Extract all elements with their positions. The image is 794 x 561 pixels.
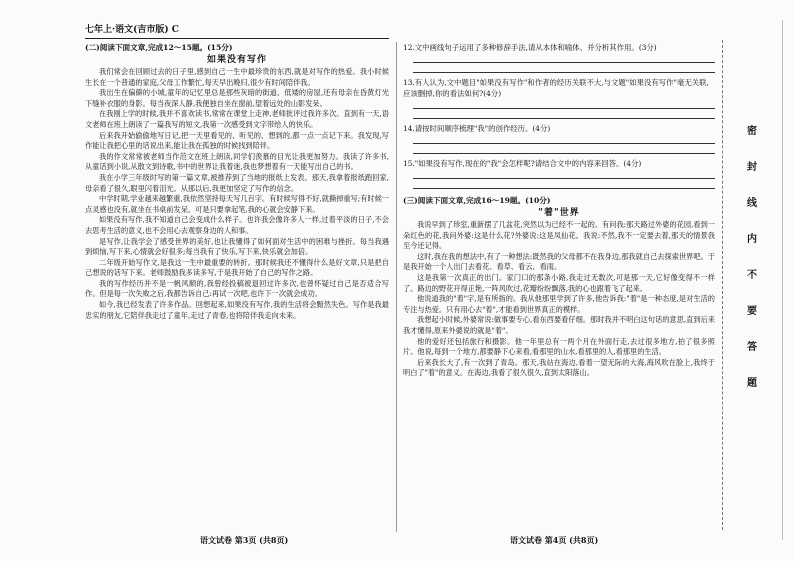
seal-char: 答 — [747, 342, 757, 353]
answer-line[interactable] — [413, 188, 715, 189]
page-divider — [396, 42, 397, 532]
article-title: 如果没有写作 — [206, 55, 267, 65]
answer-line[interactable] — [413, 178, 715, 179]
left-page-footer: 语文试卷 第3页 (共8页) — [200, 535, 289, 545]
article-body — [85, 67, 389, 321]
question-text: 12.文中画线句子运用了多种修辞手法,请从本体和喻体、并分析其作用。(3分) — [403, 43, 657, 52]
section-three-heading: (三)阅读下面文章,完成16～19题。(10分) — [403, 196, 551, 205]
paragraph: 是写作,让我学会了感受世界的美好,也让我懂得了如何面对生活中的困难与挫折。每当我遇到烦恼,写下来,心情就会好很多;每当我有了快乐,写下来,快乐就会加倍。 — [85, 236, 389, 257]
paragraph: 如果没有写作,我不知道自己会变成什么样子。也许我会像许多人一样,过着平淡的日子,不会去思考生活的意义,也不会用心去观察身边的人和事。 — [85, 215, 389, 235]
paragraph: 这时,我在我的想法中,有了一种想法:既然我的父母都不在我身边,那我就自己去探索世界吧。于是我开始一个人出门去看花、看草、看云、看雨。 — [403, 251, 715, 272]
paragraph: 后来我长大了,有一次到了青岛。那天,我站在海边,看着一望无际的大海,海风吹在脸上,我终于明白了"着"的意义。在海边,我看了很久很久,直到太阳落山。 — [403, 357, 715, 378]
exam-header: 七年上·语文(吉市版) C — [85, 25, 179, 35]
question-item — [403, 77, 715, 119]
paragraph: 他的爱好还包括旅行和摄影。他一年里总有一两个月在外面行走,去过很多地方,拍了很多照片。他说,每到一个地方,都要静下心来看,看那里的山水,看那里的人,看那里的生活。 — [403, 336, 715, 357]
paragraph: 我的作文常常被老师当作范文在班上朗读,同学们羡慕的目光让我更加努力。我读了许多书,从童话到小说,从散文到诗歌,书中的世界让我着迷,我也梦想着有一天能写出自己的书。 — [85, 151, 389, 172]
right-page-column — [403, 42, 715, 532]
paragraph: 我在小学三年级时写的第一篇文章,被推荐到了当地的报纸上发表。那天,我拿着报纸跑回家,母亲看了很久,眼里闪着泪光。从那以后,我更加坚定了写作的信念。 — [85, 172, 389, 193]
seal-char: 线 — [747, 198, 757, 209]
paragraph: 我说早到了珍室,重新摆了几盆花,突然以为已经不一起的。有问我:那天路过外婆的花园,看到一朵红色的花,我问外婆:这是什么花?外婆说:这是凤仙花。我说:不然,我不一定要去着,那天的情景我至今还记得。 — [403, 220, 715, 251]
paragraph: 这是我第一次真正的出门。家门口的那条小路,我走过无数次,可是那一天,它好像变得不一样了。路边的野花开得正艳,一阵风吹过,花瓣纷纷飘落,我的心也跟着飞了起来。 — [403, 272, 715, 293]
answer-line[interactable] — [413, 143, 715, 144]
answer-line[interactable] — [413, 72, 715, 73]
article-body-2 — [403, 220, 715, 379]
paragraph: 后来我开始偷偷地写日记,把一天里看见的、听见的、想到的,都一点一点记下来。我发现,写作能让我把心里的话说出来,能让我在孤独的时候找到陪伴。 — [85, 130, 389, 151]
paragraph: 我想起小时候,外婆常说:做事要专心,看东西要看仔细。那时我并不明白这句话的意思,直到后来我才懂得,原来外婆说的就是"着"。 — [403, 315, 715, 335]
seal-warning — [745, 125, 759, 413]
seal-char: 不 — [747, 270, 757, 281]
paragraph: 中学时期,学业越来越繁重,我依然坚持每天写几百字。有时候写得不好,就撕掉重写;有时候一点灵感也没有,就坐在书桌前发呆。可是只要拿起笔,我的心就会安静下来。 — [85, 194, 389, 214]
question-item — [403, 42, 715, 73]
question-text: 14.请按时间顺序梳理"我"的创作经历。(4分) — [403, 124, 551, 133]
paragraph: 他说道我的"着"字,是有所指的。我从他那里学到了许多,他告诉我:"着"是一种态度,是对生活的专注与热爱。只有用心去"着",才能看到世界真正的模样。 — [403, 294, 715, 314]
answer-line[interactable] — [413, 62, 715, 63]
seal-char: 题 — [747, 378, 757, 389]
paragraph: 在我刚上学的时候,我并不喜欢读书,常常在课堂上走神,老师批评过我许多次。直到有一天,语文老师在班上朗读了一篇我写的短文,我第一次感受到文字带给人的快乐。 — [85, 109, 389, 129]
paragraph: 我的写作经历并不是一帆风顺的,我曾经投稿被退回过许多次,也曾怀疑过自己是否适合写作。但是每一次失败之后,我都告诉自己:再试一次吧,也许下一次就会成功。 — [85, 278, 389, 299]
answer-line[interactable] — [413, 108, 715, 109]
seal-char: 内 — [747, 234, 757, 245]
question-item — [403, 158, 715, 189]
question-item — [403, 123, 715, 154]
seal-char: 封 — [747, 162, 757, 173]
header-rule — [85, 38, 389, 39]
article-title-2: "着"世界 — [538, 208, 580, 218]
binding-edge — [782, 20, 789, 540]
paragraph: 我们常会在回顾过去的日子里,感到自己一生中最珍贵的东西,就是对写作的热爱。我小时候生长在一个普通的家庭,父母工作繁忙,每天早出晚归,很少有时间陪伴我。 — [85, 67, 389, 87]
question-list — [403, 42, 715, 189]
answer-line[interactable] — [413, 118, 715, 119]
question-text: 13.有人认为,文中题目"如果没有写作"和作者的经历关联不大,与文题"如果没有写作"毫无关联,应该删掉,你的看法如何?(4分) — [403, 78, 709, 98]
seal-char: 密 — [747, 126, 757, 137]
right-page-footer: 语文试卷 第4页 (共8页) — [510, 535, 599, 545]
section-two-heading: (二)阅读下面文章,完成12～15题。(15分) — [85, 43, 233, 52]
seal-line — [722, 40, 724, 530]
seal-char: 要 — [747, 306, 757, 317]
paragraph: 我出生在偏僻的小城,童年的记忆里总是那些灰暗的街道、低矮的房屋,还有母亲在昏黄灯光下缝补衣服的身影。每当夜深人静,我便独自坐在窗前,望着远处的山影发呆。 — [85, 88, 389, 108]
left-page-column — [85, 42, 389, 532]
answer-line[interactable] — [413, 153, 715, 154]
question-text: 15."如果没有写作,现在的"我"会怎样呢?请结合文中的内容来回答。(4分) — [403, 159, 642, 168]
paragraph: 二年级开始写作文,是我这一生中最重要的转折。那时候我还不懂得什么是好文章,只是把自己想说的话写下来。老师鼓励我多读多写,于是我开始了自己的写作之路。 — [85, 257, 389, 278]
paragraph: 如今,我已经发表了许多作品。回想起来,如果没有写作,我的生活将会黯然失色。写作是我最忠实的朋友,它陪伴我走过了童年,走过了青春,也将陪伴我走向未来。 — [85, 300, 389, 320]
